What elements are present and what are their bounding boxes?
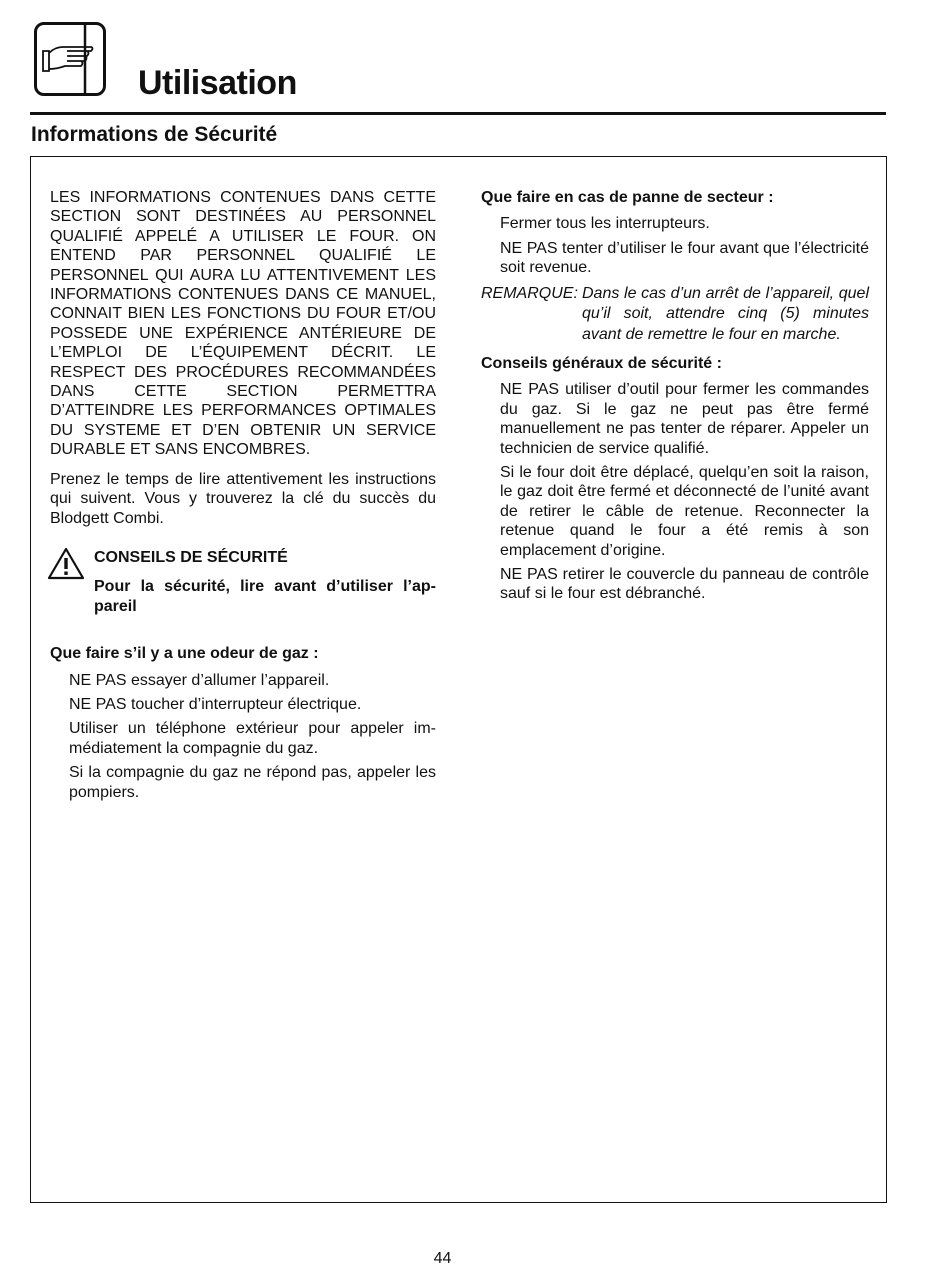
gas-odor-heading: Que faire s’il y a une odeur de gaz : [50,645,319,663]
list-item: NE PAS tenter d’utiliser le four avant que l’électricité soit revenue. [500,239,869,277]
second-paragraph: Prenez le temps de lire attentivement les instructions qui suivent. Vous y trouverez la clé du succès du Blodgett Combi. [50,470,436,527]
title-rule [30,112,886,115]
warning-title: CONSEILS DE SÉCURITÉ [94,548,288,566]
chapter-title: Utilisation [138,64,297,102]
warning-text: Pour la sécurité, lire avant d’utiliser l’appareil [94,578,436,615]
general-safety-heading: Conseils généraux de sécurité : [481,355,722,373]
list-item: Si le four doit être déplacé, quelqu’en soit la raison, le gaz doit être fermé et déconnecté de l’unité avant de retirer le câble de retenue. Reconnecter la retenue quand le four a été remis à son emplacement d’origine. [500,464,869,559]
right-column [481,188,869,609]
list-item: NE PAS essayer d’allumer l’appareil. [69,671,330,689]
pointing-hand-icon [34,22,106,96]
list-item: NE PAS toucher d’interrupteur électrique. [69,695,362,713]
section-title: Informations de Sécurité [31,123,278,146]
list-item: NE PAS utiliser d’outil pour fermer les commandes du gaz. Si le gaz ne peut pas être fermé manuellement ne pas tenter de réparer. Appeler un technicien de service qualifié. [500,381,869,457]
left-column [50,188,436,807]
intro-paragraph: LES INFORMATIONS CONTENUES DANS CETTE SECTION SONT DESTINÉES AU PERSONNEL QUALIFIÉ APPELÉ A UTILISER LE FOUR. ON ENTEND PAR PERSONNEL QUALIFIÉ LE PERSONNEL QUI AURA LU ATTENTIVEMENT LES INFORMATIONS CONTENUES DANS CE MANUEL, CONNAIT BIEN LES FONCTIONS DU FOUR ET/OU POSSEDE UNE EXPÉRIENCE ANTÉRIEURE DE L’EMPLOI DE L’ÉQUIPEMENT DÉCRIT. LE RESPECT DES PROCÉDURES RECOMMANDÉES DANS CETTE SECTION PERMETTRA D’ATTEINDRE LES PERFORMANCES OPTIMALES DU SYSTEME ET D’EN OBTENIR UN SERVICE DURABLE ET SANS ENCOMBRES. [50,189,436,459]
remark-text: Dans le cas d’un arrêt de l’appareil, quel qu’il soit, attendre cinq (5) minutes avant de remettre le four en marche. [582,284,869,344]
remark-note [481,284,869,346]
remark-label: REMARQUE: [481,284,578,302]
safety-warning [50,548,436,616]
list-item: Utiliser un téléphone extérieur pour appeler immédiatement la compagnie du gaz. [69,720,436,757]
list-item: Si la compagnie du gaz ne répond pas, appeler les pompiers. [69,764,436,801]
page-number: 44 [433,1250,452,1267]
list-item: NE PAS retirer le couvercle du panneau de contrôle sauf si le four est débranché. [500,566,869,603]
warning-triangle-icon [46,546,86,587]
power-failure-heading: Que faire en cas de panne de secteur : [481,189,774,206]
list-item: Fermer tous les interrupteurs. [500,215,710,233]
